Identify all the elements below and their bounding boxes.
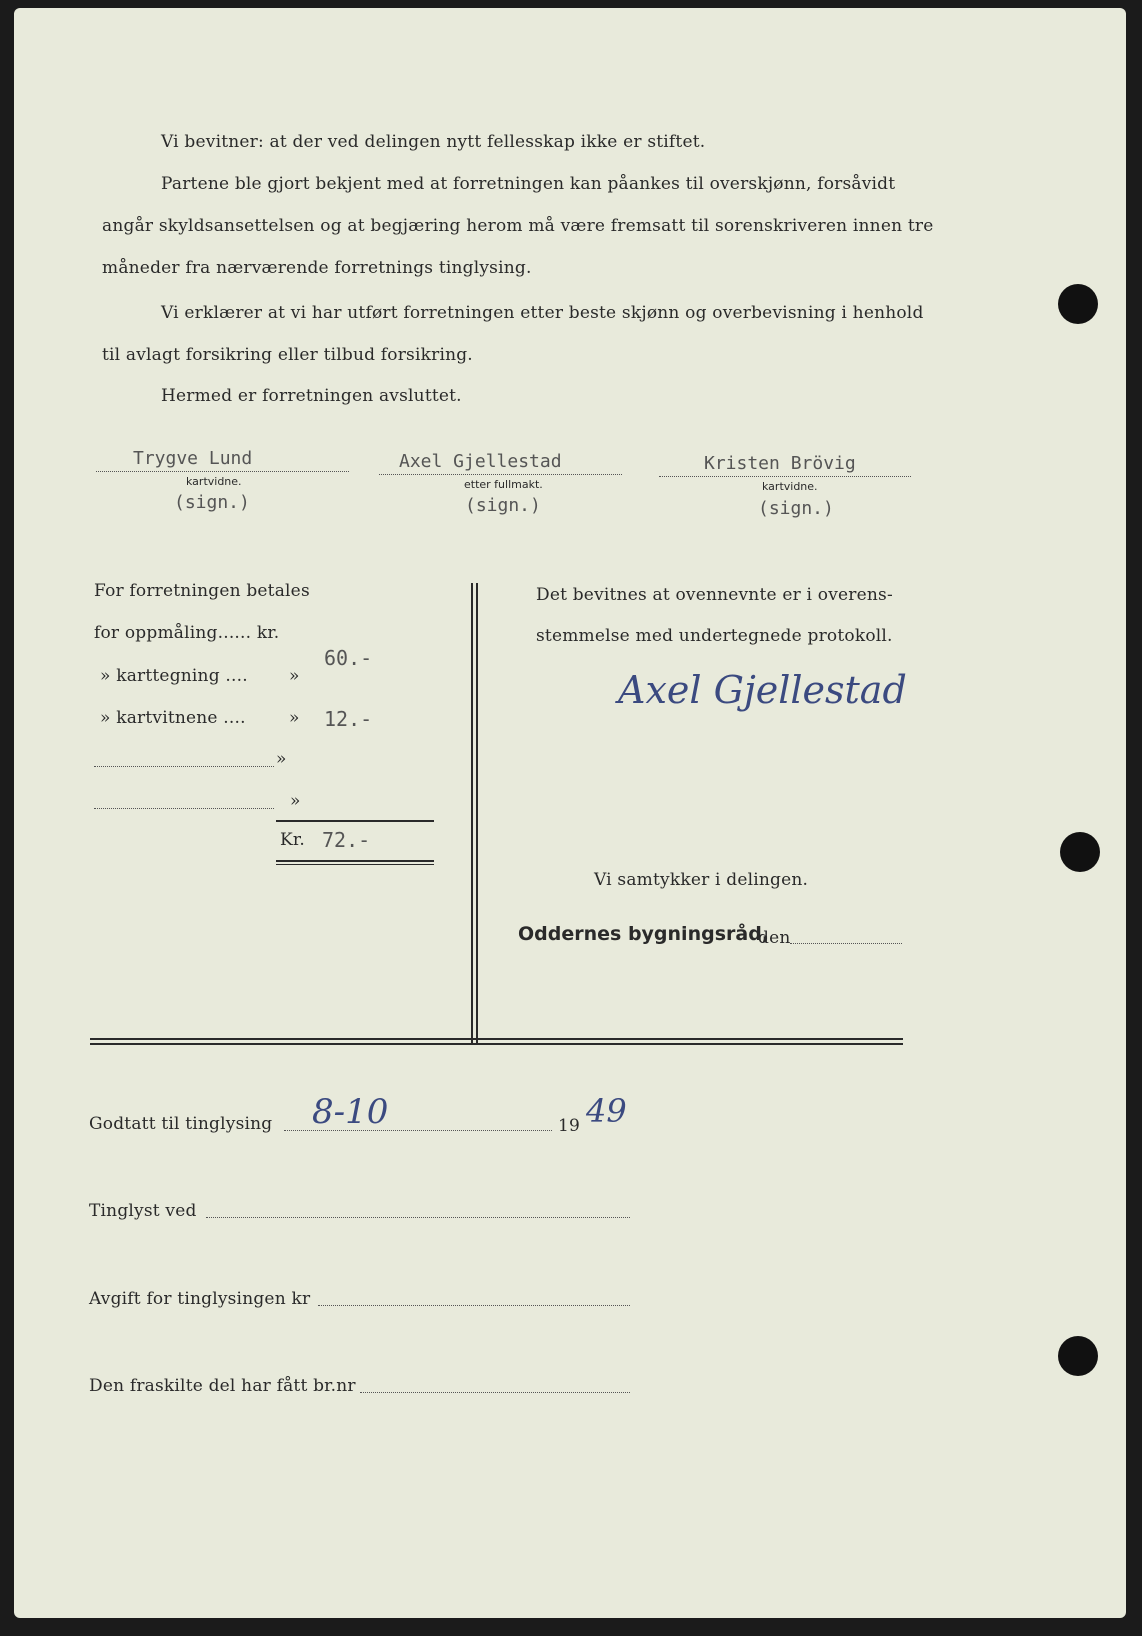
text-line-5: Vi erklærer at vi har utført forretningen etter beste skjønn og overbevisning i henhold	[161, 303, 924, 323]
certify-line-1: Det bevitnes at ovennevnte er i overens-	[536, 585, 893, 605]
document-page	[14, 8, 1126, 1618]
signature-role-1: kartvidne.	[186, 475, 242, 488]
text-line-3: angår skyldsansettelsen og at begjæring herom må være fremsatt til sorenskriveren innen tre	[102, 216, 934, 236]
council-name: Oddernes bygningsråd,	[518, 923, 770, 945]
costs-heading: For forretningen betales	[94, 581, 310, 601]
signature-role-3: kartvidne.	[762, 480, 818, 493]
avgift-line	[318, 1305, 630, 1306]
fraskilte-line	[360, 1392, 630, 1393]
punch-hole-top	[1058, 284, 1098, 324]
costs-row4-mark: »	[276, 749, 287, 769]
column-divider-2	[476, 583, 478, 1045]
signature-name-2: Axel Gjellestad	[399, 451, 562, 472]
signature-sign-3: (sign.)	[758, 498, 834, 519]
council-date-line	[790, 943, 902, 944]
signature-sign-1: (sign.)	[174, 492, 250, 513]
costs-row1-value: 60.-	[324, 646, 373, 670]
signature-line-2	[379, 474, 622, 475]
costs-row2-mark: »	[289, 666, 300, 686]
text-line-4: måneder fra nærværende forretnings tinglysing.	[102, 258, 532, 278]
text-line-6: til avlagt forsikring eller tilbud forsikring.	[102, 345, 473, 365]
tinglyst-label: Tinglyst ved	[89, 1201, 197, 1221]
year-suffix: 49	[586, 1092, 627, 1130]
costs-sum-rule	[276, 820, 434, 822]
consent-text: Vi samtykker i delingen.	[594, 870, 809, 890]
text-line-7: Hermed er forretningen avsluttet.	[161, 386, 462, 406]
costs-total-rule-1	[276, 860, 434, 862]
costs-total-label: Kr.	[280, 830, 305, 850]
certify-line-2: stemmelse med undertegnede protokoll.	[536, 626, 893, 646]
signature-role-2: etter fullmakt.	[464, 478, 543, 491]
costs-row3-value: 12.-	[324, 707, 373, 731]
signature-sign-2: (sign.)	[465, 495, 541, 516]
avgift-label: Avgift for tinglysingen kr	[89, 1289, 311, 1309]
costs-row5-mark: »	[290, 791, 301, 811]
section-rule-2	[90, 1043, 903, 1045]
costs-total-rule-2	[276, 864, 434, 865]
costs-row3-mark: »	[289, 708, 300, 728]
costs-total-value: 72.-	[322, 828, 371, 852]
costs-row4-line	[94, 766, 274, 767]
godtatt-date: 8-10	[312, 1092, 389, 1132]
council-den: den	[758, 928, 791, 948]
godtatt-label: Godtatt til tinglysing	[89, 1114, 273, 1134]
punch-hole-bottom	[1058, 1336, 1098, 1376]
year-prefix: 19	[558, 1116, 581, 1136]
text-line-2: Partene ble gjort bekjent med at forretningen kan påankes til overskjønn, forsåvidt	[161, 174, 896, 194]
text-line-1: Vi bevitner: at der ved delingen nytt fellesskap ikke er stiftet.	[161, 132, 706, 152]
signature-line-3	[659, 476, 911, 477]
signature-name-1: Trygve Lund	[133, 448, 253, 469]
section-rule-1	[90, 1038, 903, 1040]
column-divider-1	[471, 583, 473, 1045]
handwritten-signature: Axel Gjellestad	[618, 668, 907, 712]
costs-row3-label: » kartvitnene ....	[100, 708, 246, 728]
costs-row1-label: for oppmåling...... kr.	[94, 623, 280, 643]
punch-hole-middle	[1060, 832, 1100, 872]
costs-row5-line	[94, 808, 274, 809]
costs-row2-label: » karttegning ....	[100, 666, 248, 686]
signature-line-1	[96, 471, 349, 472]
fraskilte-label: Den fraskilte del har fått br.nr	[89, 1376, 356, 1396]
signature-name-3: Kristen Brövig	[704, 453, 856, 474]
tinglyst-line	[206, 1217, 630, 1218]
